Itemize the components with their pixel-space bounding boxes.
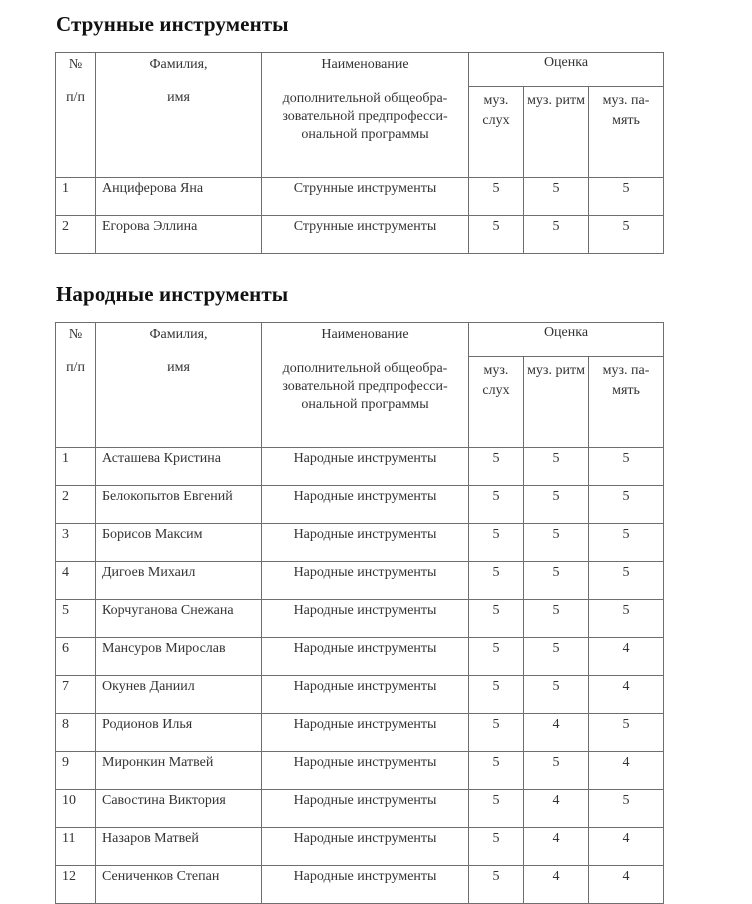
student-name: Борисов Максим (96, 524, 262, 562)
header-name (96, 323, 262, 448)
score-memory: 5 (589, 486, 664, 524)
table-row (56, 866, 664, 904)
table-row (56, 638, 664, 676)
score-memory: 4 (589, 676, 664, 714)
header-number (56, 323, 96, 448)
student-name: Миронкин Матвей (96, 752, 262, 790)
table-row (56, 828, 664, 866)
program-name: Струнные инструменты (262, 216, 469, 254)
score-memory: 4 (589, 866, 664, 904)
header-hearing (469, 87, 524, 178)
score-memory: 5 (589, 790, 664, 828)
score-rhythm: 5 (524, 676, 589, 714)
score-rhythm: 5 (524, 752, 589, 790)
score-hearing: 5 (469, 600, 524, 638)
table-row (56, 178, 664, 216)
header-name-sublabel: имя (167, 90, 190, 105)
table-header-row (56, 53, 664, 87)
table-row (56, 486, 664, 524)
score-hearing: 5 (469, 752, 524, 790)
section-title: Струнные инструменты (56, 12, 289, 36)
student-name: Родионов Илья (96, 714, 262, 752)
student-name: Мансуров Мирослав (96, 638, 262, 676)
program-name: Струнные инструменты (262, 178, 469, 216)
score-rhythm: 4 (524, 714, 589, 752)
row-number: 1 (56, 178, 96, 216)
student-name: Асташева Кристина (96, 448, 262, 486)
score-rhythm: 5 (524, 562, 589, 600)
header-grade-label: Оценка (543, 55, 589, 70)
grades-table (55, 52, 664, 254)
score-memory: 4 (589, 638, 664, 676)
table-header-row (56, 323, 664, 357)
header-hearing-label: муз. слух (482, 363, 510, 398)
header-program-label: Наименование (321, 327, 409, 342)
header-memory (589, 87, 664, 178)
header-grade (469, 53, 664, 87)
score-hearing: 5 (469, 486, 524, 524)
score-rhythm: 4 (524, 828, 589, 866)
header-name (96, 53, 262, 178)
score-rhythm: 4 (524, 866, 589, 904)
score-memory: 5 (589, 562, 664, 600)
header-program (262, 323, 469, 448)
student-name: Анциферова Яна (96, 178, 262, 216)
program-name: Народные инструменты (262, 714, 469, 752)
score-memory: 5 (589, 524, 664, 562)
table-row (56, 752, 664, 790)
header-memory-label: муз. па-мять (602, 363, 650, 398)
table-row (56, 524, 664, 562)
row-number: 5 (56, 600, 96, 638)
score-rhythm: 4 (524, 790, 589, 828)
header-memory (589, 357, 664, 448)
program-name: Народные инструменты (262, 562, 469, 600)
table-row (56, 216, 664, 254)
score-hearing: 5 (469, 448, 524, 486)
score-hearing: 5 (469, 676, 524, 714)
table-row (56, 600, 664, 638)
score-memory: 5 (589, 714, 664, 752)
row-number: 6 (56, 638, 96, 676)
score-hearing: 5 (469, 828, 524, 866)
program-name: Народные инструменты (262, 448, 469, 486)
program-name: Народные инструменты (262, 600, 469, 638)
score-hearing: 5 (469, 638, 524, 676)
header-program (262, 53, 469, 178)
student-name: Сениченков Степан (96, 866, 262, 904)
program-name: Народные инструменты (262, 828, 469, 866)
program-name: Народные инструменты (262, 752, 469, 790)
score-hearing: 5 (469, 216, 524, 254)
header-grade (469, 323, 664, 357)
row-number: 11 (56, 828, 96, 866)
student-name: Белокопытов Евгений (96, 486, 262, 524)
header-hearing (469, 357, 524, 448)
program-name: Народные инструменты (262, 866, 469, 904)
row-number: 10 (56, 790, 96, 828)
student-name: Савостина Виктория (96, 790, 262, 828)
row-number: 9 (56, 752, 96, 790)
header-name-sublabel: имя (167, 360, 190, 375)
student-name: Дигоев Михаил (96, 562, 262, 600)
header-rhythm (524, 87, 589, 178)
score-memory: 4 (589, 828, 664, 866)
header-rhythm-label: муз. ритм (527, 93, 585, 108)
row-number: 8 (56, 714, 96, 752)
header-number (56, 53, 96, 178)
score-rhythm: 5 (524, 638, 589, 676)
table-row (56, 714, 664, 752)
header-rhythm-label: муз. ритм (527, 363, 585, 378)
score-rhythm: 5 (524, 486, 589, 524)
row-number: 7 (56, 676, 96, 714)
score-memory: 4 (589, 752, 664, 790)
program-name: Народные инструменты (262, 790, 469, 828)
score-rhythm: 5 (524, 600, 589, 638)
student-name: Назаров Матвей (96, 828, 262, 866)
header-program-sublabel: дополнительной общеобра-зовательной предпрофесси-ональной программы (282, 361, 448, 412)
header-memory-label: муз. па-мять (602, 93, 650, 128)
score-rhythm: 5 (524, 178, 589, 216)
table-row (56, 790, 664, 828)
header-hearing-label: муз. слух (482, 93, 510, 128)
score-memory: 5 (589, 178, 664, 216)
score-hearing: 5 (469, 562, 524, 600)
row-number: 1 (56, 448, 96, 486)
header-rhythm (524, 357, 589, 448)
score-memory: 5 (589, 448, 664, 486)
program-name: Народные инструменты (262, 486, 469, 524)
grades-table (55, 322, 664, 904)
header-program-label: Наименование (321, 57, 409, 72)
program-name: Народные инструменты (262, 676, 469, 714)
header-name-label: Фамилия, (149, 327, 208, 342)
row-number: 4 (56, 562, 96, 600)
student-name: Егорова Эллина (96, 216, 262, 254)
header-number-sublabel: п/п (66, 90, 85, 105)
score-hearing: 5 (469, 866, 524, 904)
score-memory: 5 (589, 600, 664, 638)
score-hearing: 5 (469, 178, 524, 216)
score-memory: 5 (589, 216, 664, 254)
row-number: 2 (56, 486, 96, 524)
header-number-label: № (68, 327, 83, 342)
row-number: 3 (56, 524, 96, 562)
score-hearing: 5 (469, 790, 524, 828)
score-rhythm: 5 (524, 524, 589, 562)
program-name: Народные инструменты (262, 638, 469, 676)
program-name: Народные инструменты (262, 524, 469, 562)
header-program-sublabel: дополнительной общеобра-зовательной предпрофесси-ональной программы (282, 91, 448, 142)
table-row (56, 448, 664, 486)
score-hearing: 5 (469, 714, 524, 752)
student-name: Корчуганова Снежана (96, 600, 262, 638)
student-name: Окунев Даниил (96, 676, 262, 714)
section-title: Народные инструменты (56, 282, 289, 306)
row-number: 12 (56, 866, 96, 904)
score-rhythm: 5 (524, 216, 589, 254)
header-number-sublabel: п/п (66, 360, 85, 375)
table-row (56, 676, 664, 714)
score-rhythm: 5 (524, 448, 589, 486)
row-number: 2 (56, 216, 96, 254)
header-number-label: № (68, 57, 83, 72)
score-hearing: 5 (469, 524, 524, 562)
header-name-label: Фамилия, (149, 57, 208, 72)
header-grade-label: Оценка (543, 325, 589, 340)
table-row (56, 562, 664, 600)
